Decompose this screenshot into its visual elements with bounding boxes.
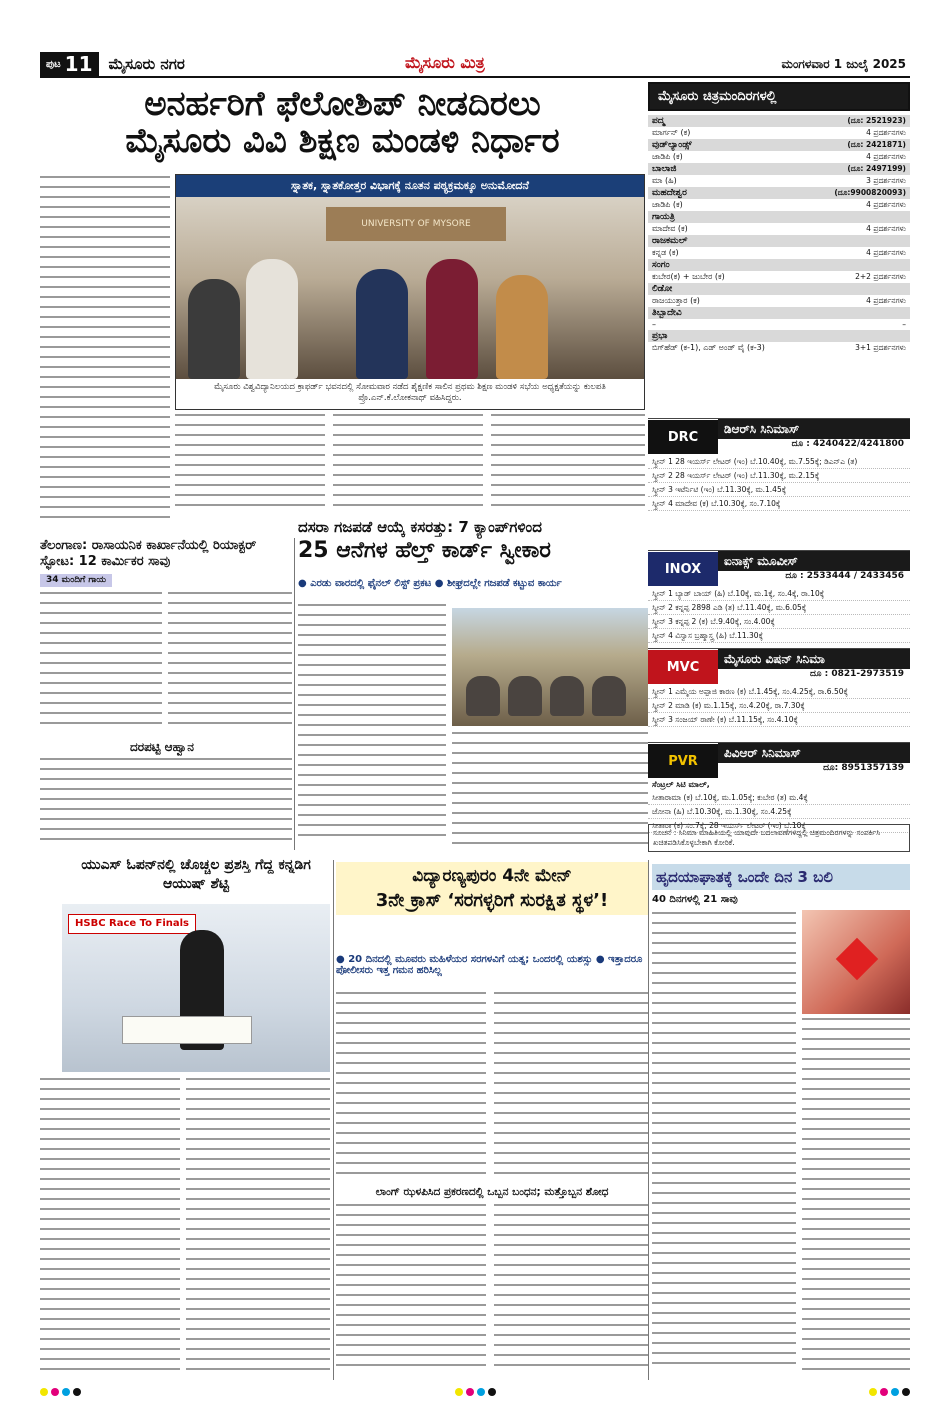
- theatre-detail: 4 ಪ್ರದರ್ಶನಗಳು: [866, 152, 906, 161]
- elephant-figure: [466, 676, 500, 716]
- pvr-title: ಪಿವಿಆರ್ ಸಿನಿಮಾಸ್: [718, 743, 910, 763]
- cinema-list-row: [648, 223, 910, 235]
- theatre-name: ರಾಜಕಮಲ್: [652, 236, 688, 246]
- theatre-detail: 4 ಪ್ರದರ್ಶನಗಳು: [866, 128, 906, 137]
- text-lines: [40, 176, 170, 518]
- theatre-name: ಮಾರ್ಗನ್ (ಕ): [652, 128, 691, 137]
- showtime-row: ಸ್ಕ್ರೀನ್ 2 28 ಇಯರ್ಸ್ ಲೇಟರ್ (ಇಂ) ಬೆ.11.30ಕ್ಕೆ, ಮ.2.15ಕ್ಕೆ: [648, 469, 910, 483]
- cinema-list-row: [648, 342, 910, 354]
- main-headline-line-1: ಅನರ್ಹರಿಗೆ ಫೆಲೋಶಿಪ್ ನೀಡದಿರಲು: [144, 84, 541, 124]
- heart-photo: [802, 910, 910, 1014]
- dasara-subhead: ● ಎರಡು ವಾರದಲ್ಲಿ ಫೈನಲ್ ಲಿಸ್ಟ್ ಪ್ರಕಟ ● ಶೀಘ್ರದಲ್ಲೇ ಗಜಪಡೆ ಕಟ್ಟುವ ಕಾರ್ಯ: [298, 578, 562, 589]
- pvr-subtitle: ಸೆಂಟ್ರಲ್ ಸಿಟಿ ಮಾಲ್,: [652, 780, 710, 789]
- mvc-cinema-block: [648, 648, 910, 727]
- cheque-board: [122, 1016, 252, 1044]
- heart-icon: [836, 938, 878, 980]
- theatre-name: ಸಂಗಂ: [652, 260, 670, 270]
- main-story-body-col-1: [40, 176, 170, 532]
- drc-logo: DRC: [648, 420, 718, 454]
- cinema-list-row: [648, 151, 910, 163]
- page-label: ಪುಟ: [46, 58, 61, 70]
- theatre-name: ಜಾಡಿಪಿ (ಕ): [652, 152, 683, 161]
- showtime-row: ಸೀತಾರಾ (ಕ) ಸಂ.7ಕ್ಕೆ; 28 ಇಯರ್ಸ್ ಲೇಟರ್ (ಇಂ) ಬೆ.10ಕ್ಕೆ: [648, 819, 910, 833]
- theatre-name: ಬಿಗ್‌ಹೆಡ್ (ಕ-1), ಎಡ್ ಅಂಡ್ ವೈ (ಕ-3): [652, 343, 765, 352]
- long-case-headline: ಲಾಂಗ್ ಝಳಪಿಸಿದ ಪ್ರಕರಣದಲ್ಲಿ ಒಬ್ಬನ ಬಂಧನ; ಮತ್ತೊಬ್ಬನ ಶೋಧ: [375, 1186, 609, 1198]
- cinema-list-row: [648, 271, 910, 283]
- dasara-headline: [298, 518, 648, 563]
- showtime-row: ಸ್ಕ್ರೀನ್ 3 ಸಂಜಯ್ ರಾಣೇ (ಕ) ಬೆ.11.15ಕ್ಕೆ, ಸಂ.4.10ಕ್ಕೆ: [648, 713, 910, 727]
- cinema-list-row: [648, 199, 910, 211]
- person-figure: [496, 275, 548, 379]
- cinema-list-row: [648, 163, 910, 175]
- theatre-name: ಗಾಯತ್ರಿ: [652, 212, 675, 222]
- long-case-body-col-2: [494, 1204, 648, 1380]
- theatre-name: ಮಹದೇಶ್ವರ: [652, 188, 687, 198]
- heart-body-col-1: [652, 912, 796, 1378]
- person-figure: [426, 259, 478, 379]
- showtime-row: ಜೋನಾ (ಹಿ) ಬೆ.10.30ಕ್ಕೆ, ಮ.1.30ಕ್ಕೆ, ಸಂ.4.25ಕ್ಕೆ: [648, 805, 910, 819]
- cinema-panel-title: ಮೈಸೂರು ಚಿತ್ರಮಂದಿರಗಳಲ್ಲಿ: [648, 82, 910, 111]
- theatre-detail: 3+1 ಪ್ರದರ್ಶನಗಳು: [855, 343, 906, 352]
- person-figure: [356, 269, 408, 379]
- cinema-list-row: [648, 175, 910, 187]
- vidyaranyapuram-headline: [336, 862, 648, 915]
- showtime-row: ಸ್ಕ್ರೀನ್ 2 ಮಾಡಿ (ಕ) ಮ.1.15ಕ್ಕೆ, ಸಂ.4.20ಕ್ಕೆ, ರಾ.7.30ಕ್ಕೆ: [648, 699, 910, 713]
- university-board: UNIVERSITY OF MYSORE: [326, 207, 506, 241]
- cinema-list-row: [648, 319, 910, 330]
- theatre-detail: –: [902, 320, 906, 329]
- showtime-row: ಸ್ಕ್ರೀನ್ 3 ಇಟೆರ್ನಿಟಿ (ಇಂ) ಬೆ.11.30ಕ್ಕೆ, ಮ.1.45ಕ್ಕೆ: [648, 483, 910, 497]
- pvr-logo: PVR: [648, 744, 718, 778]
- hsbc-banner: HSBC Race To Finals: [68, 914, 196, 934]
- vidyaranyapuram-subhead: ● 20 ದಿನದಲ್ಲಿ ಮೂವರು ಮಹಿಳೆಯರ ಸರಗಳವಿಗೆ ಯತ್ನ; ಒಂದರಲ್ಲಿ ಯಶಸ್ಸು ● ಇತ್ತಾದರೂ ಪೋಲೀಸರು ಇತ್ತ ಗಮನ ಹರಿಸಿಲ್ಲ: [336, 954, 643, 976]
- theatre-detail: 4 ಪ್ರದರ್ಶನಗಳು: [866, 296, 906, 305]
- telangana-tag: 34 ಮಂದಿಗೆ ಗಾಯ: [40, 574, 112, 587]
- theatre-detail: 4 ಪ್ರದರ್ಶನಗಳು: [866, 200, 906, 209]
- sports-body-col-1: [40, 1078, 180, 1378]
- theatre-detail: (ದೂ: 2521923): [847, 116, 906, 125]
- heart-attack-subhead: 40 ದಿನಗಳಲ್ಲಿ 21 ಸಾವು: [652, 894, 738, 905]
- showtime-row: ಸ್ಕ್ರೀನ್ 1 ಎಮ್ಮೆಯ ಅಪ್ಪಾಜಿ ಕಾರಣ (ಕ) ಬೆ.1.45ಕ್ಕೆ, ಸಂ.4.25ಕ್ಕೆ, ರಾ.6.50ಕ್ಕೆ: [648, 685, 910, 699]
- drc-showtimes: [648, 455, 910, 511]
- elephant-figure: [550, 676, 584, 716]
- cinema-list: [648, 115, 910, 354]
- theatre-detail: (ದೂ: 2421871): [847, 140, 906, 149]
- drc-title: ಡಿಆರ್‌ಸಿ ಸಿನಿಮಾಸ್: [718, 419, 910, 439]
- theatre-name: ರಾಜಯುತ್ತಾರ (ಕ): [652, 296, 700, 305]
- vid-body-col-2: [494, 992, 648, 1182]
- mvc-title: ಮೈಸೂರು ವಿಷನ್ ಸಿನಿಮಾ: [718, 649, 910, 669]
- column-divider: [333, 860, 334, 1380]
- theatre-detail: 4 ಪ್ರದರ್ಶನಗಳು: [866, 224, 906, 233]
- showtime-row: ಸ್ಕ್ರೀನ್ 2 ಕನ್ನಪ್ಪ 2898 ಎಡಿ (ತ) ಬೆ.11.40ಕ್ಕೆ, ಮ.6.05ಕ್ಕೆ: [648, 601, 910, 615]
- page-number: 11: [64, 52, 93, 76]
- heart-attack-headline: ಹೃದಯಾಘಾತಕ್ಕೆ ಒಂದೇ ದಿನ 3 ಬಲಿ: [652, 864, 910, 890]
- theatre-name: ವುಡ್‌ಲ್ಯಾಂಡ್ಸ್: [652, 140, 692, 150]
- theatre-name: ಲಿಡೋ: [652, 284, 673, 294]
- drc-cinema-block: [648, 418, 910, 511]
- meeting-photo: [176, 197, 644, 379]
- main-story-photo-box: [175, 174, 645, 410]
- theatre-name: ಜಾಡಿಪಿ (ಕ): [652, 200, 683, 209]
- theatre-detail: 3 ಪ್ರದರ್ಶನಗಳು: [866, 176, 906, 185]
- theatre-name: ಕನ್ನಡ (ಕ): [652, 248, 679, 257]
- theatre-name: ಕುಬೇರ(ಕ) + ಜುಬೇರ (ಕ): [652, 272, 725, 281]
- drc-phone: ದೂ : 4240422/4241800: [791, 439, 904, 449]
- theatre-detail: (ದೂ:9900820093): [834, 188, 906, 197]
- person-figure: [246, 259, 298, 379]
- vid-headline-line-1: ವಿದ್ಯಾರಣ್ಯಪುರಂ 4ನೇ ಮೇನ್: [412, 866, 572, 886]
- sports-body-col-2: [186, 1078, 330, 1378]
- photo-strip: ಸ್ನಾತಕ, ಸ್ನಾತಕೋತ್ತರ ವಿಭಾಗಕ್ಕೆ ನೂತನ ಪಠ್ಯಕ್ರಮಕ್ಕೂ ಅನುಮೋದನೆ: [176, 175, 644, 197]
- showtime-row: ಸೀತಾರಾಮಾ (ಕ) ಬೆ.10ಕ್ಕೆ, ಮ.1.05ಕ್ಕೆ; ಕುಬೇರ (ತ) ಮ.4ಕ್ಕೆ: [648, 791, 910, 805]
- cinema-list-row: [648, 139, 910, 151]
- theatre-detail: (ದೂ: 2497199): [847, 164, 906, 173]
- pvr-phone: ದೂ: 8951357139: [823, 763, 904, 773]
- telangana-headline: [40, 538, 292, 587]
- theatre-name: ಬಾಲಾಜಿ: [652, 164, 677, 174]
- main-headline-line-2: ಮೈಸೂರು ವಿವಿ ಶಿಕ್ಷಣ ಮಂಡಳಿ ನಿರ್ಧಾರ: [125, 121, 560, 162]
- dasara-headline-line-1: ದಸರಾ ಗಜಪಡೆ ಆಯ್ಕೆ ಕಸರತ್ತು: 7 ಕ್ಯಾಂಪ್‌ಗಳಿಂದ: [298, 518, 542, 536]
- telangana-headline-text: ತೆಲಂಗಾಣ: ರಾಸಾಯನಿಕ ಕಾರ್ಖಾನೆಯಲ್ಲಿ ರಿಯಾಕ್ಟರ್ ಸ್ಫೋಟ: 12 ಕಾರ್ಮಿಕರ ಸಾವು: [40, 538, 257, 570]
- theatre-name: ಪ್ರಭಾ: [652, 331, 668, 341]
- main-story-body-col-4: [491, 414, 645, 514]
- long-case-body-col-1: [336, 1204, 486, 1380]
- cinema-list-row: [648, 307, 910, 319]
- dasara-body-col-1: [298, 604, 446, 850]
- cinema-list-row: [648, 187, 910, 199]
- tender-headline: ದರಪಟ್ಟಿ ಆಹ್ವಾನ: [130, 740, 194, 754]
- person-figure: [188, 279, 240, 379]
- inox-cinema-block: [648, 550, 910, 643]
- theatre-name: –: [652, 320, 656, 329]
- telangana-body-col-1: [40, 592, 162, 732]
- showtime-row: ಸ್ಕ್ರೀನ್ 4 ವಿಸ್ವಾಸ ಬ್ರಹ್ಮಾಸ್ತ್ರ (ಹಿ) ಬೆ.11.30ಕ್ಕೆ: [648, 629, 910, 643]
- dasara-headline-line-2: 25 ಆನೆಗಳ ಹೆಲ್ತ್ ಕಾರ್ಡ್ ಸ್ವೀಕಾರ: [298, 538, 551, 563]
- cinema-list-row: [648, 295, 910, 307]
- theatre-name: ಮಾದೇವ (ಕ): [652, 224, 688, 233]
- main-headline: [40, 86, 645, 161]
- print-registration-marks: [40, 1388, 910, 1398]
- theatre-detail: 2+2 ಪ್ರದರ್ಶನಗಳು: [855, 272, 906, 281]
- cinema-list-row: [648, 115, 910, 127]
- page-number-badge: [40, 52, 99, 76]
- inox-logo: INOX: [648, 552, 718, 586]
- masthead: ಮೈಸೂರು ಮಿತ್ರ: [405, 53, 485, 72]
- main-story-body-col-2: [175, 414, 325, 514]
- elephant-figure: [592, 676, 626, 716]
- dasara-body-col-2: [452, 732, 648, 850]
- cinema-notice: ಸೂಚನೆ : ಸಿನಿಮಾ ಮಾಹಿತಿಯಲ್ಲಿ ಯಾವುದೇ ಬದಲಾವಣೆಗಳಿದ್ದಲ್ಲಿ ಚಿತ್ರಮಂದಿರಗಳನ್ನು ಸಂಪರ್ಕಿಸಿ ಖಚಿತಪಡಿಸಿಕೊಳ್ಳಬೇಕಾಗಿ ಕೋರಿಕೆ.: [648, 824, 910, 852]
- cinema-list-row: [648, 247, 910, 259]
- elephants-photo: [452, 608, 648, 726]
- section-name: ಮೈಸೂರು ನಗರ: [108, 55, 185, 73]
- theatre-name: ಮಾ (ಹಿ): [652, 176, 677, 185]
- inox-title: ಐನಾಕ್ಸ್ ಮೂವೀಸ್: [718, 551, 910, 571]
- showtime-row: ಸ್ಕ್ರೀನ್ 1 28 ಇಯರ್ಸ್ ಲೇಟರ್ (ಇಂ) ಬೆ.10.40ಕ್ಕೆ, ಮ.7.55ಕ್ಕೆ; ಡಿಎನ್‌ಎ (ತ): [648, 455, 910, 469]
- mvc-showtimes: [648, 685, 910, 727]
- theatre-name: ತಿಬ್ಬಾದೇವಿ: [652, 308, 682, 318]
- main-story-body-col-3: [333, 414, 483, 514]
- vid-body-col-1: [336, 992, 486, 1182]
- vid-headline-line-2: 3ನೇ ಕ್ರಾಸ್ ‘ಸರಗಳ್ಳರಿಗೆ ಸುರಕ್ಷಿತ ಸ್ಥಳ’!: [375, 890, 609, 911]
- showtime-row: ಸ್ಕ್ರೀನ್ 1 ಬ್ಯಾಡ್ ಬಾಯ್ (ಹಿ) ಬೆ.10ಕ್ಕೆ, ಮ.1ಕ್ಕೆ, ಸಂ.4ಕ್ಕೆ, ರಾ.10ಕ್ಕೆ: [648, 587, 910, 601]
- mvc-phone: ದೂ : 0821-2973519: [809, 669, 904, 679]
- dateline: ಮಂಗಳವಾರ 1 ಜುಲೈ 2025: [781, 57, 906, 71]
- cinema-list-row: [648, 283, 910, 295]
- newspaper-page: [40, 52, 910, 1398]
- pvr-cinema-block: [648, 742, 910, 833]
- cinema-panel: [648, 82, 910, 840]
- inox-phone: ದೂ : 2533444 / 2433456: [785, 571, 904, 581]
- column-divider: [294, 538, 295, 850]
- cinema-list-row: [648, 127, 910, 139]
- theatre-name: ಪದ್ಮ: [652, 116, 665, 126]
- theatre-detail: 4 ಪ್ರದರ್ಶನಗಳು: [866, 248, 906, 257]
- telangana-body-col-2: [168, 592, 292, 732]
- elephant-figure: [508, 676, 542, 716]
- cinema-list-row: [648, 330, 910, 342]
- sports-photo: [62, 904, 330, 1072]
- showtime-row: ಸ್ಕ್ರೀನ್ 3 ಕನ್ನಪ್ಪ 2 (ಕ) ಬೆ.9.40ಕ್ಕೆ, ಸಂ.4.00ಕ್ಕೆ: [648, 615, 910, 629]
- inox-showtimes: [648, 587, 910, 643]
- sports-headline: ಯುಎಸ್ ಓಪನ್‌ನಲ್ಲಿ ಚೊಚ್ಚಲ ಪ್ರಶಸ್ತಿ ಗೆದ್ದ ಕನ್ನಡಿಗ ಆಯುಷ್ ಶೆಟ್ಟಿ: [81, 857, 311, 892]
- cinema-list-row: [648, 211, 910, 223]
- heart-body-col-2: [802, 1018, 910, 1378]
- tender-body: [40, 758, 292, 850]
- showtime-row: ಸ್ಕ್ರೀನ್ 4 ಮಾದೇವ (ಕ) ಬೆ.10.30ಕ್ಕೆ, ಸಂ.7.10ಕ್ಕೆ: [648, 497, 910, 511]
- cinema-list-row: [648, 235, 910, 247]
- column-divider: [648, 860, 649, 1380]
- photo-caption: ಮೈಸೂರು ವಿಶ್ವವಿದ್ಯಾನಿಲಯದ ಕ್ರಾಫರ್ಡ್ ಭವನದಲ್ಲಿ ಸೋಮವಾರ ನಡೆದ ಶೈಕ್ಷಣಿಕ ಸಾಲಿನ ಪ್ರಥಮ ಶಿಕ್ಷಣ ಮಂಡಳಿ ಸಭೆಯ ಅಧ್ಯಕ್ಷತೆಯನ್ನು ಕುಲಪತಿ ಪ್ರೊ.ಎನ್.ಕೆ.ಲೋಕನಾಥ್ ವಹಿಸಿದ್ದರು.: [214, 382, 606, 404]
- cinema-list-row: [648, 259, 910, 271]
- mvc-logo: MVC: [648, 650, 718, 684]
